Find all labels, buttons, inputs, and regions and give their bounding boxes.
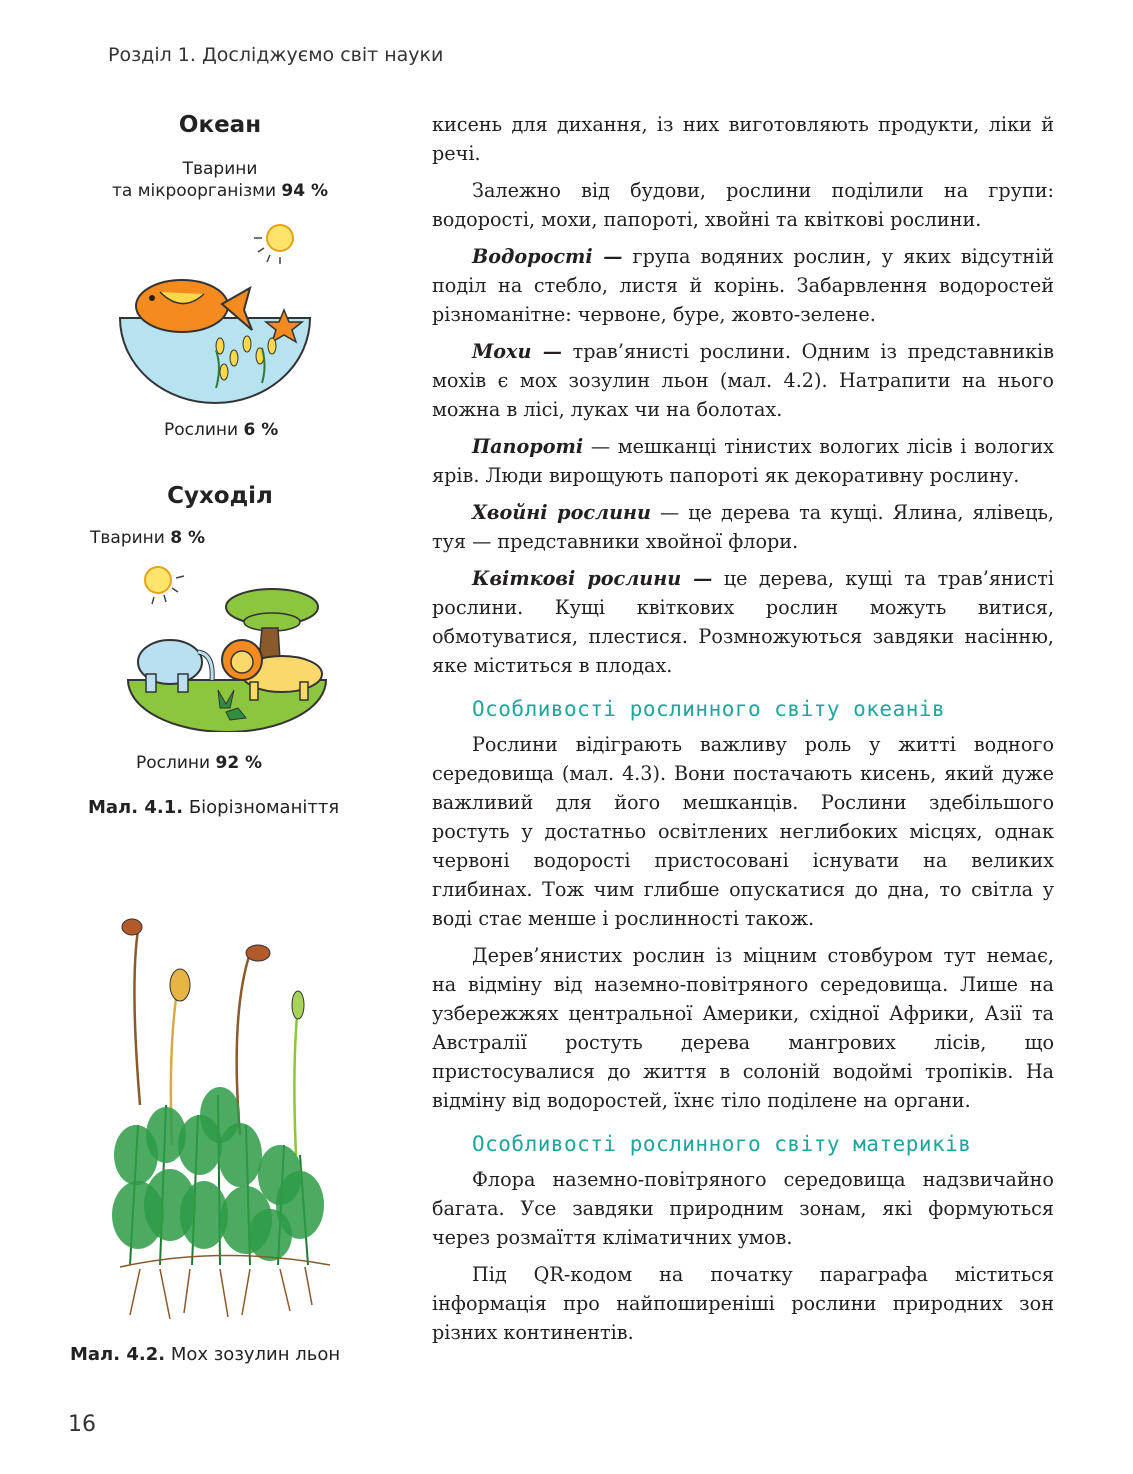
body-text <box>432 110 1054 1347</box>
paragraph: Під QR-кодом на початку параграфа міститься інформація про найпоширеніші рослини природних зон різних континентів. <box>432 1263 1054 1344</box>
paragraph-algae: Водорості — група водяних рослин, у яких відсутній поділ на стебло, листя й корінь. Забарвлення водоростей різноманітне: червоне, буре, жовто-зелене. <box>432 245 1054 326</box>
land-plants-caption: Рослини 92 % <box>136 753 263 773</box>
paragraph-mosses: Мохи — трав’янисті рослини. Одним із представників мохів є мох зозулин льон (мал. 4.2). Натрапити на нього можна в лісі, луках чи на болотах. <box>432 340 1054 421</box>
sun-icon <box>145 567 184 604</box>
figure-4-1-caption: Мал. 4.1. Біорізноманіття <box>88 797 340 818</box>
term-mosses: Мохи — <box>472 340 562 363</box>
ocean-illustration <box>112 218 322 408</box>
term-flowering: Квіткові рослини — <box>472 567 713 590</box>
ocean-plants-caption: Рослини 6 % <box>164 420 279 440</box>
term-conifers: Хвойні рослини <box>472 501 651 524</box>
paragraph-flowering: Квіткові рослини — це дерева, кущі та трав’янисті рослини. Кущі квіткових рослин можуть витися, обмотуватися, плестися. Розмножуються завдяки насінню, яке міститься в плодах. <box>432 567 1054 677</box>
section-heading-continents: Особливості рослинного світу материків <box>472 1132 972 1156</box>
moss-illustration <box>100 905 350 1325</box>
figure-4-2-caption: Мал. 4.2. Мох зозулин льон <box>70 1344 341 1365</box>
land-title: Суходіл <box>167 483 273 509</box>
term-algae: Водорості — <box>472 245 623 268</box>
ocean-animals-caption: Тварини та мікроорганізми 94 % <box>111 159 329 201</box>
land-animals-caption: Тварини 8 % <box>90 528 206 548</box>
paragraph-conifers: Хвойні рослини — це дерева та кущі. Ялина, ялівець, туя — представники хвойної флори. <box>432 501 1054 553</box>
ocean-plants-value: 6 % <box>243 420 279 440</box>
term-ferns: Папороті <box>472 435 584 458</box>
land-animals-value: 8 % <box>170 528 206 548</box>
moss-roots <box>120 1255 330 1319</box>
paragraph-ferns: Папороті — мешканці тінистих вологих лісів і вологих ярів. Люди вирощують папороті як декоративну рослину. <box>432 435 1054 487</box>
paragraph: кисень для дихання, із них виготовляють продукти, ліки й речі. <box>432 113 1054 165</box>
page-number: 16 <box>68 1412 96 1437</box>
paragraph: Дерев’янистих рослин із міцним стовбуром тут немає, на відміну від наземно-повітряного середовища. Лише на узбережжях центральної Америки, східної Африки, Азії та Австралії ростуть дерева мангрових лісів, що пристосувалися до життя в солоній водоймі тропіків. На відміну від водоростей, їхнє тіло поділене на органи. <box>432 944 1054 1112</box>
land-illustration <box>122 562 332 732</box>
paragraph: Залежно від будови, рослини поділили на групи: водорості, мохи, папороті, хвойні та квіткові рослини. <box>432 179 1054 231</box>
sun-icon <box>254 225 293 264</box>
land-plants-value: 92 % <box>215 753 263 773</box>
ocean-animals-value: 94 % <box>281 181 329 201</box>
paragraph: Рослини відіграють важливу роль у житті водного середовища (мал. 4.3). Вони постачають кисень, який дуже важливий для його мешканців. Рослини здебільшого ростуть у достатньо освітлених неглибоких місцях, однак червоні водорості пристосовані існувати на великих глибинах. Тож чим глибше опускатися до дна, то світла у воді стає менше і рослинності також. <box>432 733 1054 930</box>
running-header: Розділ 1. Досліджуємо світ науки <box>108 44 444 66</box>
ocean-title: Океан <box>178 112 262 138</box>
section-heading-oceans: Особливості рослинного світу океанів <box>472 697 946 721</box>
paragraph: Флора наземно-повітряного середовища надзвичайно багата. Усе завдяки природним зонам, які формуються через розмаїття кліматичних умов. <box>432 1168 1054 1249</box>
